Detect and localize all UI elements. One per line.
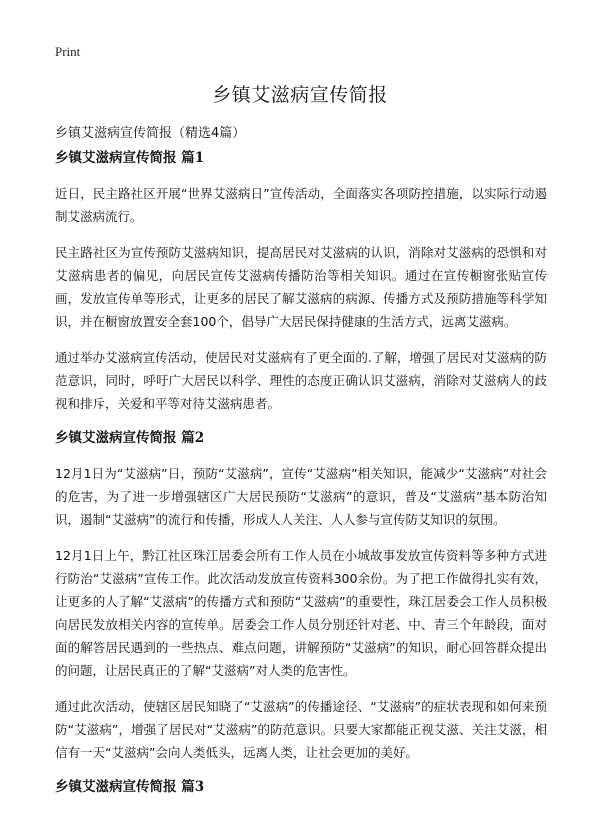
section-3	[55, 777, 547, 797]
print-link[interactable]: Print	[55, 44, 81, 59]
document-subtitle: 乡镇艾滋病宣传简报（精选4篇）	[55, 126, 246, 141]
paragraph: 12月1日上午，黔江社区珠江居委会所有工作人员在小城故事发放宣传资料等多种方式进行防治“艾滋病”宣传工作。此次活动发放宣传资料300余份。为了把工作做得扎实有效，让更多的人了解“艾滋病”的传播方式和预防“艾滋病”的重要性，珠江居委会工作人员积极向居民发放相关内容的宣传单。居委会工作人员分别还针对老、中、青三个年龄段，面对面的解答居民遇到的一些热点、难点问题，讲解预防“艾滋病”的知识，耐心回答群众提出的问题，让居民真正的了解“艾滋病”对人类的危害性。	[55, 548, 547, 678]
document-body	[55, 148, 547, 811]
paragraph: 近日，民主路社区开展“世界艾滋病日”宣传活动，全面落实各项防控措施，以实际行动遏制艾滋病流行。	[55, 186, 547, 224]
section-heading: 乡镇艾滋病宣传简报 篇1	[55, 150, 205, 166]
section-1	[55, 148, 547, 415]
paragraph: 民主路社区为宣传预防艾滋病知识，提高居民对艾滋病的认识，消除对艾滋病的恐惧和对艾滋病患者的偏见，向居民宣传艾滋病传播防治等相关知识。通过在宣传橱窗张贴宣传画，发放宣传单等形式，让更多的居民了解艾滋病的病源、传播方式及预防措施等科学知识，并在橱窗放置安全套100个，倡导广大居民保持健康的生活方式，远离艾滋病。	[55, 245, 547, 329]
paragraph: 通过举办艾滋病宣传活动，使居民对艾滋病有了更全面的.了解，增强了居民对艾滋病的防范意识，同时，呼吁广大居民以科学、理性的态度正确认识艾滋病，消除对艾滋病人的歧视和排斥，关爱和平等对待艾滋病患者。	[55, 350, 547, 411]
page-title: 乡镇艾滋病宣传简报	[212, 84, 388, 106]
paragraph: 通过此次活动，使辖区居民知晓了“艾滋病”的传播途径、“艾滋病”的症状表现和如何来预防“艾滋病”，增强了居民对“艾滋病”的防范意识。只要大家都能正视艾滋、关注艾滋，相信有一天“艾滋病”会向人类低头，远离人类，让社会更加的美好。	[55, 699, 547, 760]
section-2	[55, 428, 547, 764]
paragraph: 12月1日为“艾滋病”日，预防“艾滋病”，宣传“艾滋病”相关知识，能减少“艾滋病”对社会的危害，为了进一步增强辖区广大居民预防“艾滋病”的意识，普及“艾滋病”基本防治知识，遏制“艾滋病”的流行和传播，形成人人关注、人人参与宣传防艾知识的氛围。	[55, 466, 547, 527]
section-heading: 乡镇艾滋病宣传简报 篇3	[55, 779, 205, 795]
section-heading: 乡镇艾滋病宣传简报 篇2	[55, 430, 205, 446]
